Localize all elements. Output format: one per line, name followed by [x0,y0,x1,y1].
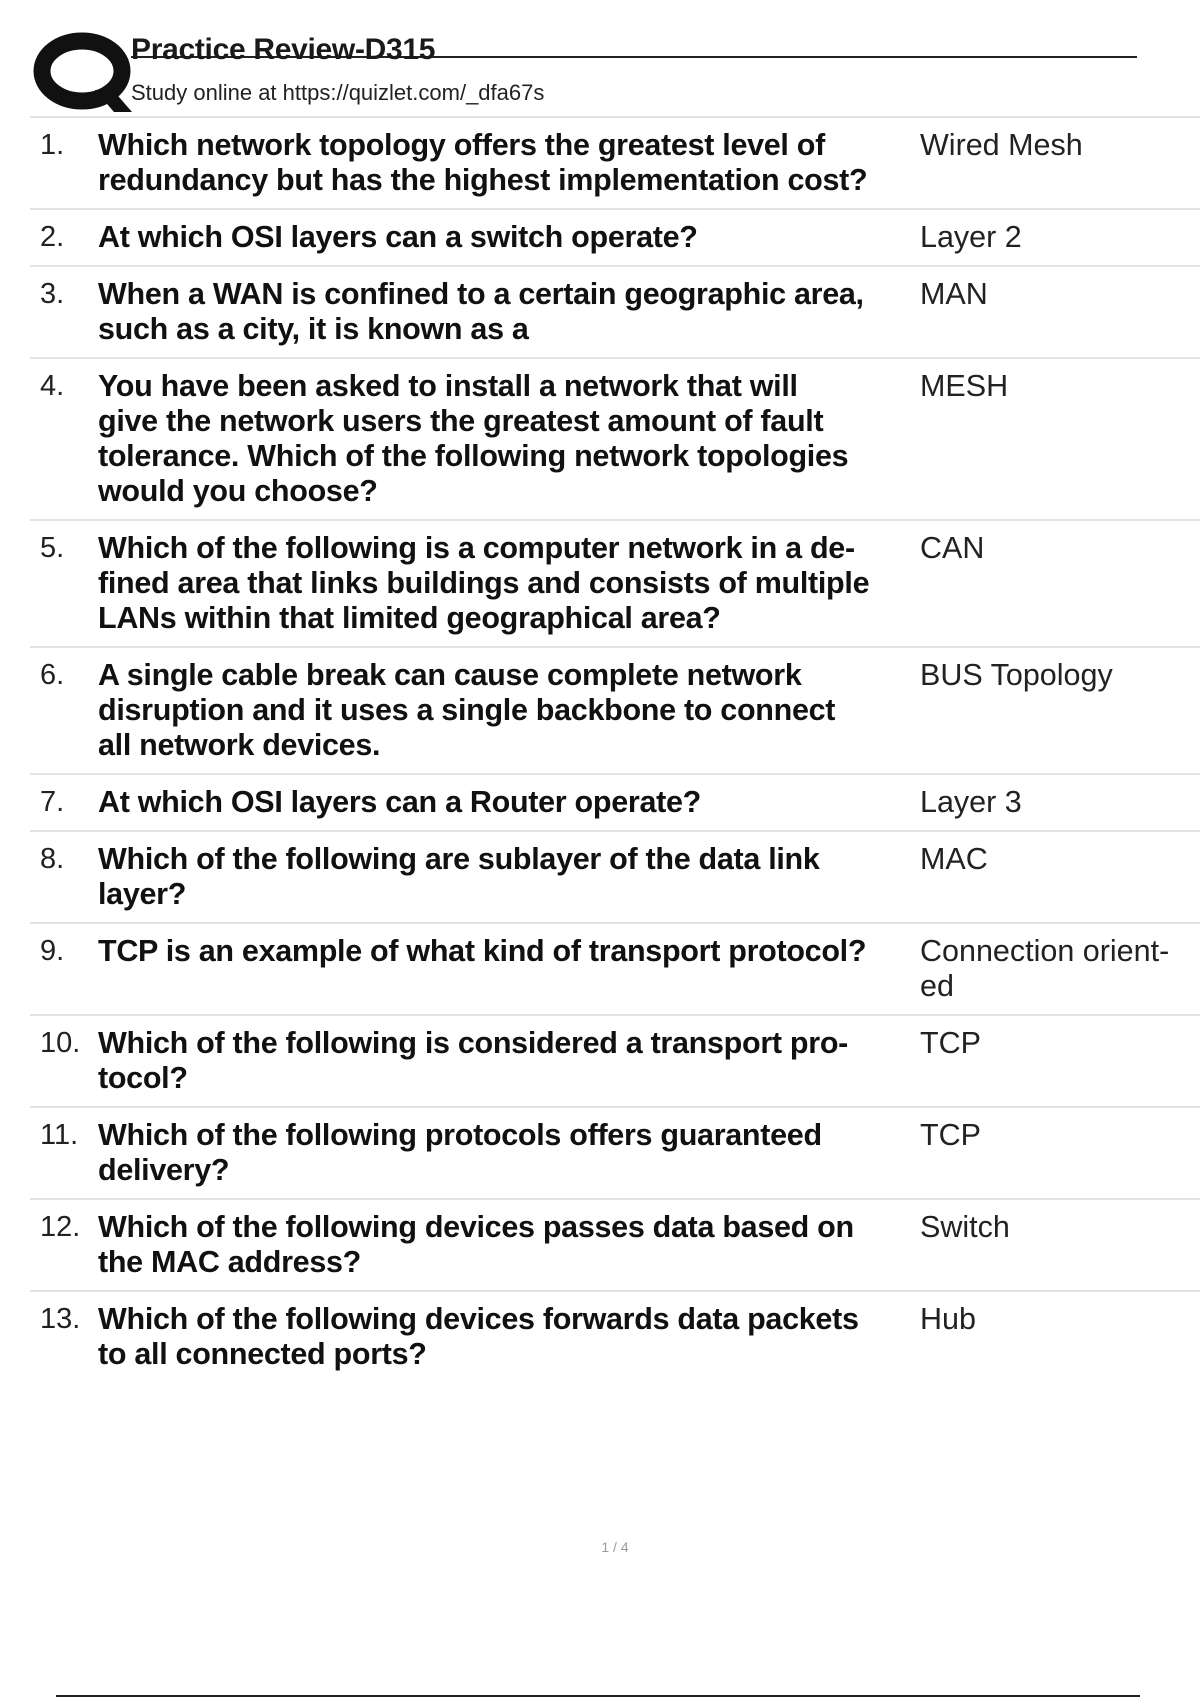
card-term: Which network topology offers the greatest level of redundancy but has the highest implementation cost? [98,128,868,197]
card-definition: TCP [920,1118,981,1152]
card-number: 8. [40,843,65,875]
flashcard-row [30,265,1200,357]
card-definition: MAN [920,277,988,311]
flashcard-row [30,357,1200,519]
card-term: Which of the following is considered a transport pro- tocol? [98,1026,849,1095]
page-header [30,30,1140,116]
card-number: 12. [40,1211,81,1243]
card-term: At which OSI layers can a switch operate? [98,220,698,254]
flashcard-row [30,1106,1200,1198]
card-definition: Layer 3 [920,785,1022,819]
card-definition: CAN [920,531,985,565]
card-definition: MAC [920,842,988,876]
card-number: 2. [40,221,65,253]
card-definition: MESH [920,369,1009,403]
card-number: 9. [40,935,65,967]
flashcard-row [30,519,1200,646]
flashcard-row [30,1014,1200,1106]
card-term: When a WAN is confined to a certain geographic area, such as a city, it is known as a [98,277,864,346]
study-online-link[interactable]: Study online at https://quizlet.com/_dfa67s [131,80,545,105]
card-definition: TCP [920,1026,981,1060]
card-term: Which of the following devices forwards data packets to all connected ports? [98,1302,859,1371]
card-term: Which of the following devices passes data based on the MAC address? [98,1210,854,1279]
card-number: 4. [40,370,65,402]
page-number: 1 / 4 [601,1539,629,1555]
flashcard-row [30,773,1200,830]
flashcard-row [30,116,1200,208]
footer-divider [56,1695,1140,1697]
card-definition: Wired Mesh [920,128,1083,162]
card-definition: Connection orient- ed [920,934,1170,1003]
card-number: 1. [40,129,65,161]
card-number: 7. [40,786,65,818]
card-term: A single cable break can cause complete network disruption and it uses a single backbone to connect all network devices. [98,658,836,762]
card-number: 11. [40,1119,79,1151]
card-number: 5. [40,532,65,564]
card-term: Which of the following protocols offers guaranteed delivery? [98,1118,822,1187]
flashcard-list [30,116,1200,1382]
flashcard-row [30,1290,1200,1382]
card-term: Which of the following is a computer network in a de- fined area that links buildings and consists of multiple LANs within that limited geographical area? [98,531,870,635]
flashcard-row [30,208,1200,265]
page-title: Practice Review-D315 [131,33,436,66]
card-term: At which OSI layers can a Router operate? [98,785,701,819]
flashcard-row [30,646,1200,773]
card-term: TCP is an example of what kind of transport protocol? [98,934,867,968]
card-number: 3. [40,278,65,310]
card-definition: Switch [920,1210,1010,1244]
flashcard-row [30,1198,1200,1290]
flashcard-row [30,922,1200,1014]
card-number: 13. [40,1303,81,1335]
card-definition: Hub [920,1302,976,1336]
card-term: Which of the following are sublayer of the data link layer? [98,842,820,911]
card-number: 6. [40,659,65,691]
card-definition: BUS Topology [920,658,1113,692]
card-number: 10. [40,1027,81,1059]
quizlet-q-logo-icon [32,32,142,112]
card-term: You have been asked to install a network that will give the network users the greatest amount of fault tolerance. Which of the following network topologies would you choose? [98,369,849,508]
flashcard-row [30,830,1200,922]
card-definition: Layer 2 [920,220,1022,254]
